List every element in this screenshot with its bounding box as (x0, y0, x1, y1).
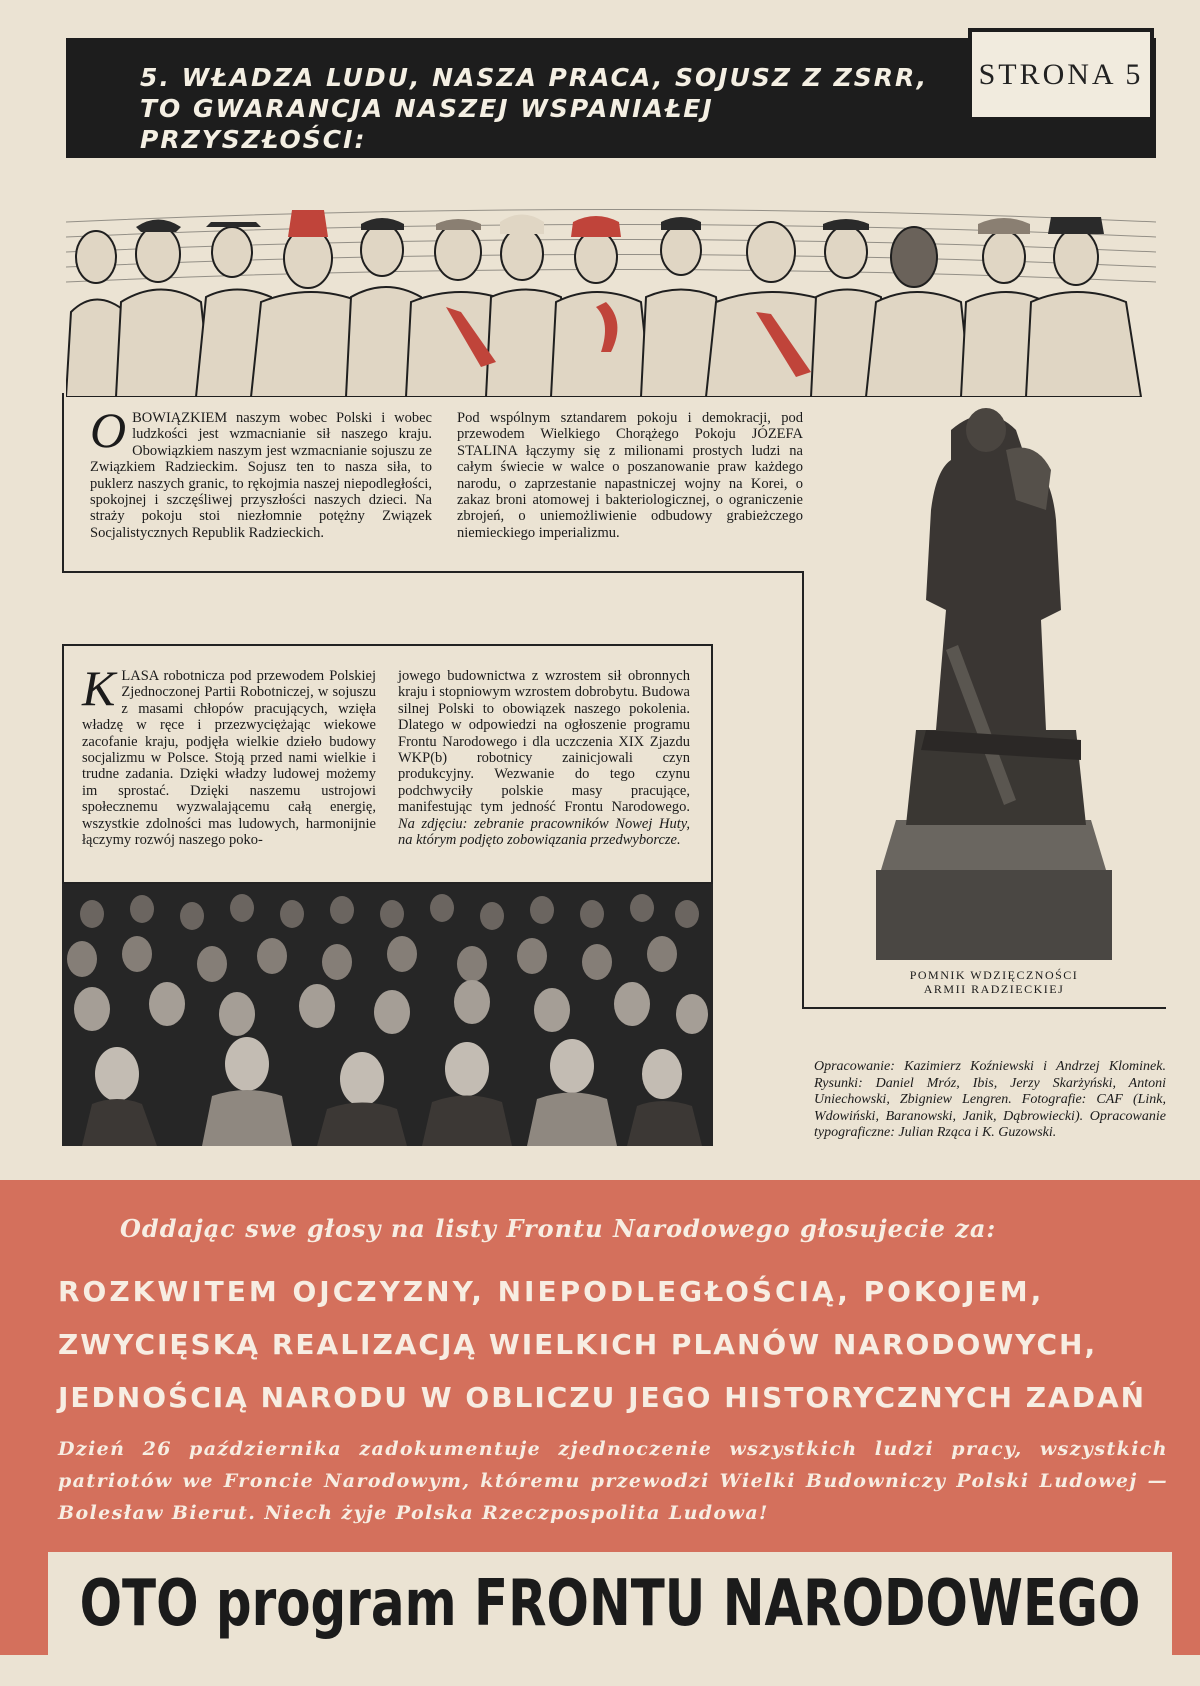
credits: Opracowanie: Kazimierz Koźniewski i Andrzej Klominek. Rysunki: Daniel Mróz, Ibis, Jerzy Skarżyński, Antoni Uniechowski, Zbigniew Lengren. Fotografie: CAF (Link, Wdowiński, Baranowski, Janik, Dąbrowiecki). Opracowanie typograficzne: Julian Rząca i K. Guzowski. (814, 1059, 1166, 1140)
title-line-1: 5. WŁADZA LUDU, NASZA PRACA, SOJUSZ Z ZSRR, (140, 63, 929, 92)
section1-text-1: BOWIĄZKIEM naszym wobec Polski i wobec ludzkości jest wzmacnianie sił naszego kraju. Obowiązkiem naszym jest wzmacnianie sojuszu ze Związkiem Radzieckim. Sojusz ten to nasza siła, to puklerz naszych granic, to rękojmia naszej niepodległości, spokojnej i szczęśliwej przyszłości naszych dzieci. Na straży pokoju stoi niezłomnie potężny Związek Socjalistycznych Republik Radzieckich. (90, 410, 432, 541)
people-of-the-world-illustration (66, 202, 1156, 397)
section1-column-2: Pod wspólnym sztandarem pokoju i demokracji, pod przewodem Wielkiego Chorążego Pokoju JÓZEFA STALINA łączymy się z milionami prostych ludzi na całym świecie w walce o poszanowanie praw każdego narodu, o zaprzestanie napastniczej wojny na Korei, o zakaz broni atomowej i bakteriologicznej, o ograniczenie zbrojeń, o uniemożliwienie odbudowy grabieżczego niemieckiego imperializmu. (457, 410, 803, 541)
appeal-paragraph: Dzień 26 października zadokumentuje zjednoczenie wszystkich ludzi pracy, wszystkich patriotów we Froncie Narodowym, któremu przewodzi Wielki Budowniczy Polski Ludowej — Bolesław Bierut. Niech żyje Polska Rzeczpospolita Ludowa! (58, 1438, 1168, 1524)
section2-text-1: LASA robotnicza pod przewodem Polskiej Zjednoczonej Partii Robotniczej, w sojuszu z masami chłopów pracujących, wzięła władzę w ręce i przezwyciężając wiekowe zacofanie kraju, podjęła wielkie dzieło budowy socjalizmu w Polsce. Stoją przed nami wielkie i trudne zadania. Dzięki władzy ludowej możemy im sprostać. Dzięki naszemu ustrojowi społecznemu wyzwalającemu całą energię, wszystkie zdolności mas ludowych, harmonijnie łączymy rozwój naszego poko- (82, 668, 376, 849)
appeal-line-1: ROZKWITEM OJCZYZNY, NIEPODLEGŁOŚCIĄ, POKOJEM, (58, 1275, 1045, 1308)
appeal-lead: Oddając swe głosy na listy Frontu Narodowego głosujecie za: (120, 1214, 997, 1243)
dropcap: O (90, 402, 127, 458)
soviet-army-monument-photo (876, 400, 1112, 960)
frame-line (802, 1007, 1166, 1009)
section1-column-1 (90, 402, 432, 541)
bottom-title-box (48, 1552, 1172, 1656)
bottom-title: OTO program FRONTU NARODOWEGO (79, 1567, 1141, 1641)
monument-caption (876, 968, 1112, 996)
frame-line (802, 573, 804, 1009)
section2-column-2 (398, 668, 690, 848)
appeal-line-3: JEDNOŚCIĄ NARODU W OBLICZU JEGO HISTORYCZNYCH ZADAŃ (58, 1381, 1147, 1414)
appeal-line-2: ZWYCIĘSKĄ REALIZACJĄ WIELKICH PLANÓW NARODOWYCH, (58, 1328, 1098, 1361)
caption-line-2: ARMII RADZIECKIEJ (923, 982, 1065, 996)
meeting-crowd-photo (62, 884, 713, 1146)
section2-column-1 (82, 660, 376, 849)
title-line-2: TO GWARANCJA NASZEJ WSPANIAŁEJ PRZYSZŁOŚCI: (140, 94, 714, 154)
page-title (140, 62, 940, 155)
dropcap: K (82, 660, 116, 716)
caption-line-1: POMNIK WDZIĘCZNOŚCI (909, 968, 1079, 982)
page-number-label: STRONA 5 (968, 28, 1154, 121)
photo-caption: Na zdjęciu: zebranie pracowników Nowej Huty, na którym podjęto zobowiązania przedwyborcze. (398, 815, 690, 849)
section2-text-2: jowego budownictwa z wzrostem sił obronnych kraju i stopniowym wzrostem dobrobytu. Budowa silnej Polski to obowiązek naszego pokolenia. Dlatego w odpowiedzi na ogłoszenie programu Frontu Narodowego i dla uczczenia XIX Zjazdu WKP(b) robotnicy zainicjowali czyn produkcyjny. Wezwanie do tego czynu podchwyciły polskie masy pracujące, manifestując tym jedność Frontu Narodowego. (398, 668, 690, 816)
